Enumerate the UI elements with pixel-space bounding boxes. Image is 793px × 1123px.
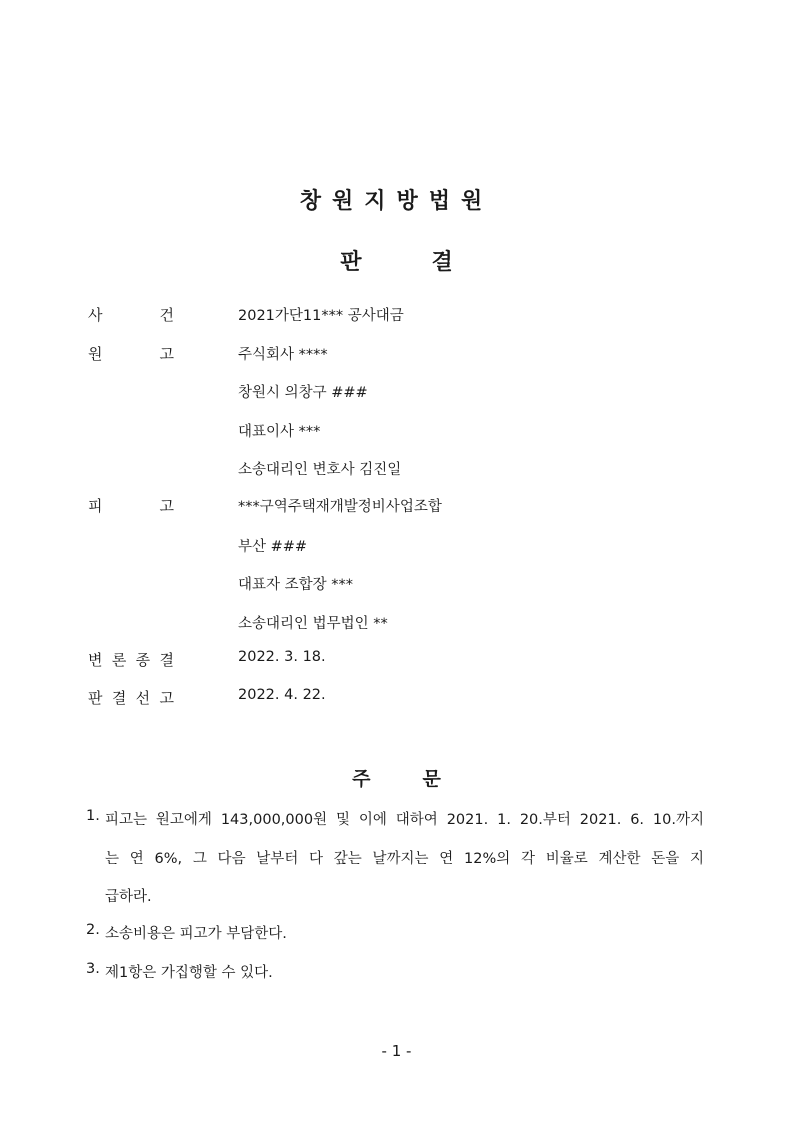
defendant-representative-row [0,573,793,597]
plaintiff-label: 원 고 [88,345,174,363]
defendant-address: 부산 ### [238,539,308,555]
plaintiff-name: 주식회사 **** [238,347,328,363]
order-title: 주 문 [352,768,441,790]
case-row [0,304,793,328]
closing-row [0,649,793,673]
judgment-title-left: 판 [340,250,362,275]
order-item-number: 2. [86,922,100,938]
sentence-row [0,687,793,711]
defendant-label: 피 고 [88,497,174,515]
defendant-attorney: 소송대리인 법무법인 ** [238,616,388,632]
order-item-number: 3. [86,961,100,977]
order-item-line: 는 연 6%, 그 다음 날부터 다 갚는 날까지는 연 12%의 각 비율로 계산한 돈을 지 [105,851,704,867]
defendant-name: ***구역주택재개발정비사업조합 [238,499,442,515]
closing-date: 2022. 3. 18. [238,649,326,665]
case-number: 2021가단11*** 공사대금 [238,308,404,324]
order-item-line: 제1항은 가집행할 수 있다. [105,965,273,981]
order-item-line: 소송비용은 피고가 부담한다. [105,926,287,942]
plaintiff-representative: 대표이사 *** [238,424,321,440]
page-number: - 1 - [381,1042,412,1060]
sentence-date: 2022. 4. 22. [238,687,326,703]
order-item-number: 1. [86,808,100,824]
defendant-representative: 대표자 조합장 *** [238,577,354,593]
court-name: 창원지방법원 [299,189,494,214]
order-item-line: 피고는 원고에게 143,000,000원 및 이에 대하여 2021. 1. 20.부터 2021. 6. 10.까지 [105,812,704,828]
plaintiff-address: 창원시 의창구 ### [238,385,368,401]
plaintiff-row [0,343,793,367]
sentence-label: 판 결 선 고 [88,689,174,707]
closing-label: 변 론 종 결 [88,651,174,669]
judgment-title [0,245,793,276]
plaintiff-representative-row [0,420,793,444]
defendant-row [0,495,793,519]
plaintiff-attorney-row [0,458,793,482]
defendant-attorney-row [0,612,793,636]
plaintiff-attorney: 소송대리인 변호사 김진일 [238,462,402,478]
order-item-line: 급하라. [105,889,152,905]
case-label: 사 건 [88,306,174,324]
judgment-title-right: 결 [431,250,453,275]
defendant-address-row [0,535,793,559]
plaintiff-address-row [0,381,793,405]
